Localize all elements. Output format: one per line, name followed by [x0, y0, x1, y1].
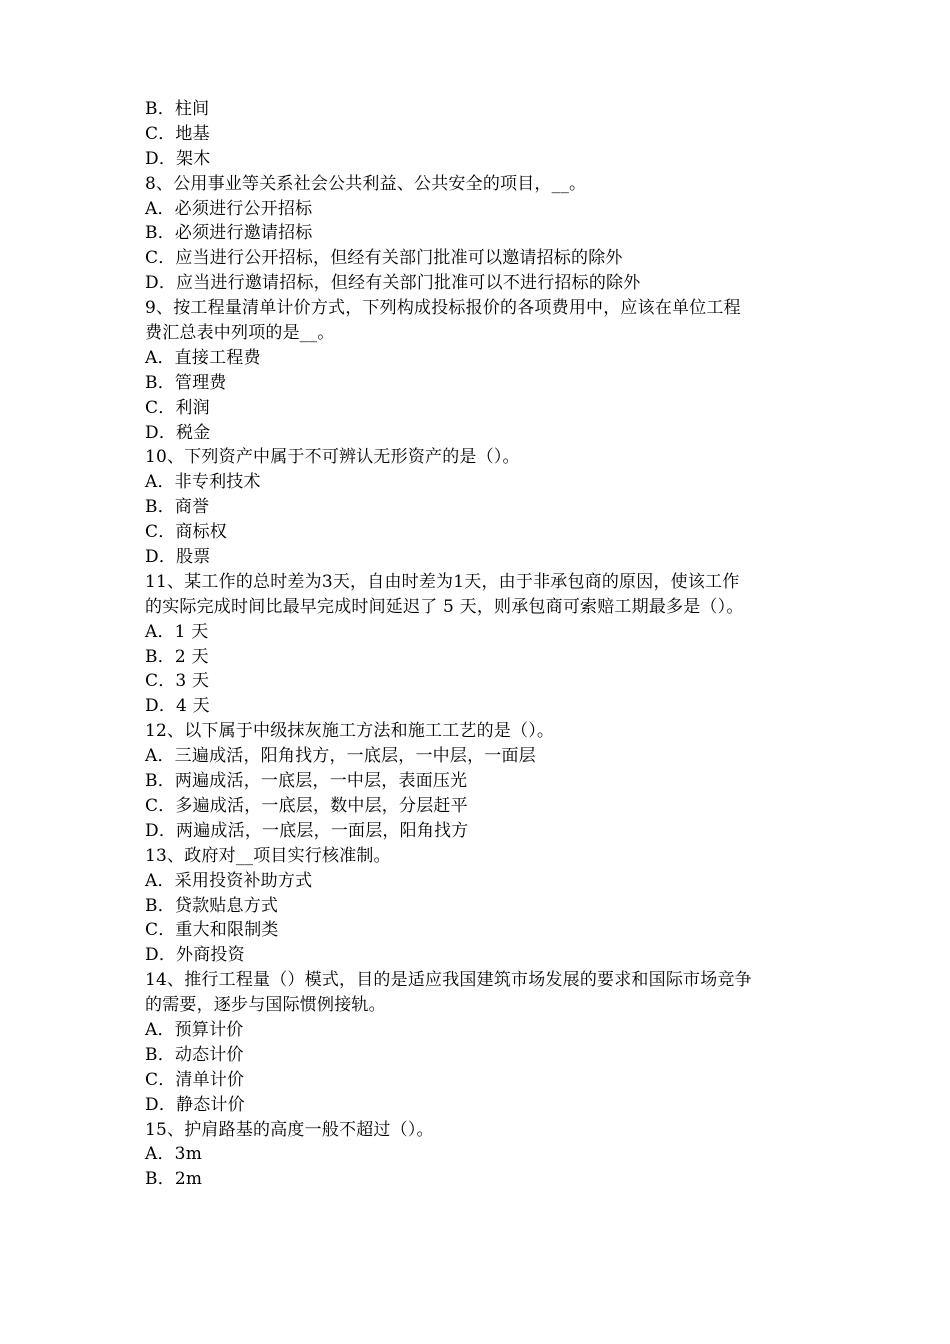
text-line: 12、以下属于中级抹灰施工方法和施工工艺的是（）。: [145, 721, 555, 742]
text-line: D．应当进行邀请招标，但经有关部门批准可以不进行招标的除外: [145, 273, 641, 294]
text-line: D．股票: [145, 547, 211, 568]
text-line: A．预算计价: [145, 1019, 244, 1040]
text-line: B．两遍成活，一底层，一中层，表面压光: [145, 771, 468, 792]
text-line: 15、护肩路基的高度一般不超过（）。: [145, 1119, 434, 1140]
text-line: C．应当进行公开招标，但经有关部门批准可以邀请招标的除外: [145, 248, 623, 269]
text-line: A．非专利技术: [145, 472, 261, 493]
text-line: B．2m: [145, 1169, 203, 1190]
text-line: 9、按工程量清单计价方式，下列构成投标报价的各项费用中，应该在单位工程: [145, 298, 741, 319]
text-line: B．商誉: [145, 497, 210, 518]
text-line: A．1 天: [145, 621, 209, 642]
text-line: D．4 天: [145, 696, 210, 717]
text-line: C．利润: [145, 397, 210, 418]
text-line: 14、推行工程量（）模式，目的是适应我国建筑市场发展的要求和国际市场竞争: [145, 970, 752, 991]
text-line: 费汇总表中列项的是__。: [145, 323, 335, 344]
text-line: B．动态计价: [145, 1044, 244, 1065]
text-line: C．清单计价: [145, 1069, 245, 1090]
text-line: A．必须进行公开招标: [145, 198, 313, 219]
text-line: C．3 天: [145, 671, 210, 692]
text-line: D．税金: [145, 422, 211, 443]
text-line: C．地基: [145, 123, 210, 144]
text-line: B．2 天: [145, 646, 209, 667]
text-line: D．两遍成活，一底层，一面层，阳角找方: [145, 820, 469, 841]
text-line: 10、下列资产中属于不可辨认无形资产的是（）。: [145, 447, 520, 468]
text-line: D．架木: [145, 148, 211, 169]
text-line: C．多遍成活，一底层，数中层，分层赶平: [145, 795, 468, 816]
text-line: A．3m: [145, 1144, 203, 1165]
text-line: 11、某工作的总时差为3天，自由时差为1天，由于非承包商的原因，使该工作: [145, 571, 740, 592]
text-line: B．柱间: [145, 99, 210, 119]
text-line: C．重大和限制类: [145, 920, 279, 941]
text-line: B．管理费: [145, 372, 227, 393]
text-line: A．三遍成活，阳角找方，一底层，一中层，一面层: [145, 746, 536, 767]
text-line: 的需要，逐步与国际惯例接轨。: [145, 995, 386, 1016]
text-line: A．直接工程费: [145, 347, 261, 368]
text-line: 的实际完成时间比最早完成时间延迟了 5 天，则承包商可索赔工期最多是（）。: [145, 596, 744, 617]
text-line: 13、政府对__项目实行核准制。: [145, 845, 391, 866]
text-line: C．商标权: [145, 522, 228, 543]
document-page: [145, 97, 825, 1192]
text-line: A．采用投资补助方式: [145, 870, 313, 891]
text-line: D．外商投资: [145, 945, 245, 966]
text-line: 8、公用事业等关系社会公共利益、公共安全的项目，__。: [145, 173, 587, 194]
text-line: B．必须进行邀请招标: [145, 223, 313, 244]
text-line: D．静态计价: [145, 1094, 245, 1115]
text-line: B．贷款贴息方式: [145, 895, 279, 916]
